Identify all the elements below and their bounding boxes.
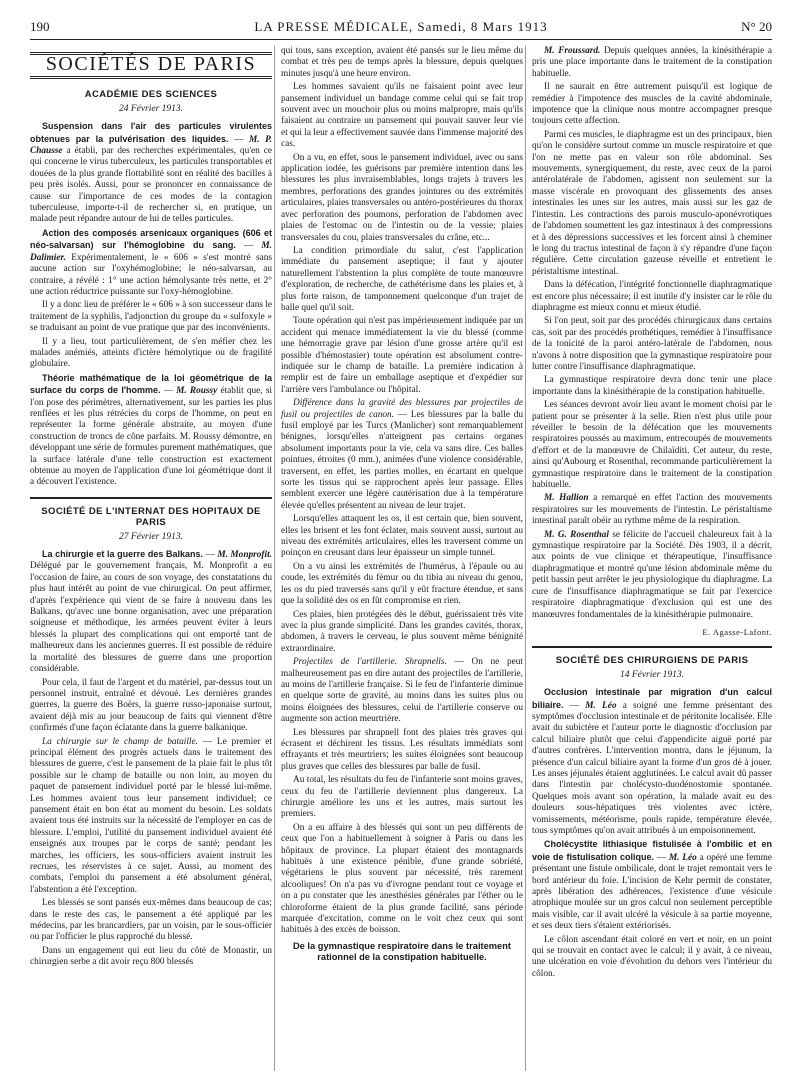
column-rule	[525, 46, 526, 1071]
paragraph: Il y a donc lieu de préférer le « 606 » à son successeur dans le traitement de la syphilis, l'adjonction du groupe du « sulfoxyle » se traduisant au point de vue pratique que par des inconvénients.	[30, 300, 272, 334]
paragraph: Les blessures par shrapnell font des plaies très graves qui écrasent et déchirent les tissus. Les résultats immédiats sont effrayants et très meurtriers; les suites éloignées sont beaucoup plus graves que celles des blessures par balle de fusil.	[281, 727, 523, 772]
paragraph: Au total, les résultats du feu de l'infanterie sont moins graves, ceux du feu de l'artillerie deviennent plus dangereux. La chirurgie améliore les uns et les autres, mais surtout les premiers.	[281, 775, 523, 820]
signature: E. Agasse-Lafont.	[702, 626, 772, 637]
paragraph: On a eu affaire à des blessés qui sont un peu différents de ceux que l'on a habituellement à soigner à Paris ou dans les hôpitaux de province. La plupart étaient des montagnards habitués à une existence pénible, d'une grande sobriété, végétariens le plus souvent par nécessité, très rarement alcooliques! On n'a pas vu d'ivrogne pendant tout ce voyage et on a pu constater que les anesthésies générales par l'éther ou le chloroforme étaient de la plus grande facilité, sans période marquée d'excitation, comme on le voit chez ceux qui sont habitués à des excès de boisson.	[281, 822, 523, 936]
paragraph: Ces plaies, bien protégées dès le début, guérissaient très vite avec la plus grande simplicité. Dans les grandes cavités, thorax, abdomen, à travers le cerveau, le plus souvent même bénignité extraordinaire.	[281, 609, 523, 654]
paragraph: La condition primordiale du salut, c'est l'application immédiate du pansement aseptique; il faut y ajouter naturellement l'abstention la plus complète de toute manœuvre d'exploration, de recherche, de cathétérisme dans les plaies et, à plus forte raison, de tamponnement quelconque d'un trajet de balle quel qu'il soit.	[281, 245, 523, 313]
society-heading: ACADÉMIE DES SCIENCES	[84, 89, 218, 101]
issue-number: N° 20	[741, 19, 772, 34]
article-title: De la gymnastique respiratoire dans le traitement rationnel de la constipation habituelle.	[292, 940, 512, 963]
page-number: 190	[30, 19, 50, 34]
article: La chirurgie sur le champ de bataille. — Le premier et principal élément des progrès actuels dans le traitement des blessures de guerre, c'est le pansement de la plaie fait le plus tôt possible sur le champ de bataille ou non loin, au moyen du paquet de pansement individuel porté par le blessé lui-même. Les hommes avaient tous leur pansement individuel; ce pansement était en bon état au moment du besoin. Les soldats avaient tous été instruits sur la nécessité de l'employer en cas de blessure. L'emploi, l'utilité du pansement individuel avaient été enseignés aux troupes par le corps de santé; pendant les marches, les officiers, les sous-officiers avaient instruit les recrues, les réservistes à ce sujet. Aussi, au moment des combats, l'emploi du pansement a été absolument général, l'abstention a été l'exception.	[30, 736, 272, 895]
paragraph: Il ne saurait en être autrement puisqu'il est logique de remédier à l'impotence des muscles de la cavité abdominale, impotence que la clinique nous montre accompagner presque toujours cette affection.	[532, 82, 772, 127]
article: Différence dans la gravité des blessures par projectiles de fusil ou projectiles de canon. — Les blessures par la balle du fusil employé par les Turcs (Manlicher) sont remarquablement bénignes, lorsqu'elles n'atteignent pas certains organes absolument importants pour la vie, cela va sans dire. Ces balles pointues, étroites (0 mm.), animées d'une violence considérable, traversent, en effet, les parties molles, en écartant en quelque sorte les tissus qui se rapprochent après leur passage. Elles semblent exercer une légère cautérisation due à la température élevée qu'elles présentent au niveau de leur trajet.	[281, 398, 523, 511]
column-1	[30, 46, 272, 1076]
paragraph: qui tous, sans exception, avaient été pansés sur le lieu même du combat et très peu de temps après la blessure, depuis quelques minutes jusqu'à une heure environ.	[281, 46, 523, 79]
session-date: 27 Février 1913.	[118, 531, 184, 542]
article: Théorie mathématique de la loi géométrique de la surface du corps de l'homme. — M. Roussy établit que, si l'on pose des périmètres, alternativement, sur les parties les plus renflées et les plus rétrécies du corps de l'homme, on peut en représenter la forme générale abstraite, au moyen d'une construction de troncs de cône parfaits. M. Roussy démontre, en développant une série de formules purement mathématiques, que la surface latérale d'une telle construction est exactement obtenue au moyen de l'application d'une loi géométrique dont il a découvert l'existence.	[30, 372, 272, 488]
paragraph: On a vu ainsi les extrémités de l'humérus, à l'épaule ou au coude, les extrémités du fémur ou du tibia au niveau du genou, les os du pied traversés sans qu'il y eût fracture étendue, et sans que la solidité des os en fût compromise en rien.	[281, 561, 523, 607]
paragraph: Dans un engagement qui eut lieu du côté de Monastir, un chirurgien serbe a dit avoir reçu 800 blessés	[30, 945, 272, 968]
article: Action des composés arsenicaux organiques (606 et néo-salvarsan) sur l'hémoglobine du sang. — M. Dalimier. Expérimentalement, le « 606 » s'est montré sans aucune action sur l'oxyhémoglobine; le néo-salvarsan, au contraire, a révélé : 1° une action hémolysante très nette, et 2° une action réductrice puissante sur l'oxy-hémoglobine.	[30, 227, 272, 297]
paragraph: On a vu, en effet, sous le pansement individuel, avec ou sans application iodée, les guérisons par première intention dans les blessures les plus invraisemblables, longs trajets à travers les membres, perforations des grandes jointures ou des extrémités articulaires, plaies transversales ou antéro-postérieures du thorax avec perforation des poumons, perforation de l'abdomen avec plaies de l'estomac ou de l'intestin ou de la vessie; plaies transversales du cou, plaies transversales du crâne, etc...	[281, 152, 523, 243]
paragraph: Il y a lieu, tout particulièrement, de s'en méfier chez les malades anémiés, atteints d'ictère hémolytique ou de fragilité globulaire.	[30, 336, 272, 370]
article: Suspension dans l'air des particules virulentes obtenues par la pulvérisation des liquides. — M. P. Chausse a établi, par des recherches expérimentales, qu'en ce qui concerne le virus tuberculeux, les particules transportables et douées de la plus grande flottabilité sont en réalité des bacilles à peu près isolés. Aussi, pour se prononcer en connaissance de cause sur l'importance de ces modes de la contagion tuberculeuse, importe-t-il de rechercher si, en pratique, un malade peut répandre autour de lui de telles particules.	[30, 121, 272, 225]
paragraph: Toute opération qui n'est pas impérieusement indiquée par un accident qui menace immédiatement la vie du blessé (comme une hémorragie grave par lésion d'une grosse artère qu'il est possible d'hémostasier) toute opération est absolument contre-indiquée sur le champ de bataille. La première indication à remplir est de faire un emballage aseptique et d'expédier sur l'arrière vers l'ambulance ou l'hôpital.	[281, 316, 523, 395]
paragraph: Les séances devront avoir lieu avant le moment choisi par le patient pour se présenter à la selle. Rien n'est plus utile pour réveiller le besoin de la défécation que les mouvements respiratoires poussés au maximum, entrecoupés de mouvements d'effort et de la manœuvre de Chilaïditi. Cet auteur, du reste, ainsi qu'Aubourg et Rosenthal, recommande particulièrement la gymnastique respiratoire dans le traitement de la constipation habituelle.	[532, 400, 772, 491]
column-rule	[274, 46, 275, 1071]
society-heading: SOCIÉTÉ DES CHIRURGIENS DE PARIS	[532, 646, 772, 666]
session-date: 24 Février 1913.	[118, 103, 184, 114]
paragraph: La gymnastique respiratoire devra donc tenir une place importante dans la kinésithérapie de la constipation habituelle.	[532, 375, 772, 397]
page-header	[30, 17, 772, 40]
article: M. G. Rosenthal se félicite de l'accueil chaleureux fait à la gymnastique respiratoire par la Société. Dès 1903, il a décrit, aux points de vue clinique et thérapeutique, l'insuffisance diaphragmatique et montré qu'une lésion abdominale même du petit bassin peut arrêter le jeu physiologique du diaphragme. La cure de l'insuffisance diaphragmatique se fait par l'exercice respiratoire diaphragmatique d'exclusion qui est une des manœuvres fondamentales de la kinésithérapie pulmonaire.	[532, 529, 772, 620]
paragraph: Pour cela, il faut de l'argent et du matériel, par-dessus tout un personnel instruit, entraîné et dévoué. Les dernières grandes guerres, la guerre des Boërs, la guerre russo-japonaise surtout, avaient déjà mis au jour beaucoup de faits qui viennent d'être confirmés d'une façon éclatante dans la guerre balkanique.	[30, 677, 272, 734]
article: M. Hallion a remarqué en effet l'action des mouvements respiratoires sur les mouvements de l'intestin. Le péristaltisme intestinal paraît obéir au rythme même de la respiration.	[532, 493, 772, 527]
paragraph: Les blessés se sont pansés eux-mêmes dans beaucoup de cas; dans le reste des cas, le pansement a été appliqué par les médecins, par les brancardiers, par un voisin, par le sous-officier ou par l'officier le plus rapproché du blessé.	[30, 898, 272, 943]
article: Cholécystite lithiasique fistulisée à l'ombilic et en voie de fistulisation colique. — M. Léo a opéré une femme présentant une fistule ombilicale, dont le trajet remontait vers le bord antérieur du foie. L'incision de Kehr permit de constater, après libération des adhérences, l'existence d'une vésicule atrophique moulée sur un gros calcul non seulement perceptible mais visible, car il avait ulcéré la vésicule à sa partie moyenne, et ses deux tiers s'étaient extériorisés.	[532, 839, 772, 932]
article: Projectiles de l'artillerie. Shrapnells. — On ne peut malheureusement pas en dire autant des projectiles de l'artillerie, au moins de l'artillerie française. Si le feu de l'infanterie diminue en quelque sorte de gravité, au moins dans les suites plus ou moins éloignées des blessures, celui de l'artillerie conserve ou augmente son action meurtrière.	[281, 657, 523, 725]
column-3	[532, 46, 772, 1076]
paragraph: Si l'on peut, soit par des procédés chirurgicaux dans certains cas, soit par des procédés prothétiques, remédier à l'insuffisance de la tonicité de la paroi antéro-latérale de l'abdomen, nous n'avons à notre disposition que la gymnastique respiratoire pour lutter contre l'insuffisance diaphragmatique.	[532, 316, 772, 372]
paragraph: Parmi ces muscles, le diaphragme est un des principaux, bien qu'on le considère surtout comme un muscle respiratoire et que l'on ne mette pas en valeur son rôle abdominal. Ses mouvements, synergiquement, du reste, avec ceux de la paroi antérolatérale de l'abdomen, agissent non seulement sur la masse viscérale en provoquant des glissements des anses intestinales les unes sur les autres, mais aussi sur les gaz de l'intestin. Les contractions des parois musculo-aponévrotiques de l'abdomen soumettent les gaz intestinaux à des compressions et à des dépressions successives et les forcent ainsi à cheminer le long du tractus intestinal de façon à s'y répandre d'une façon régulière. Cette circulation gazeuse réveille et entretient le péristaltisme intestinal.	[532, 129, 772, 277]
section-title: SOCIÉTÉS DE PARIS	[30, 52, 272, 79]
column-2	[281, 46, 523, 1076]
paragraph: Les hommes savaient qu'ils ne faisaient point avec leur pansement individuel un bandage comme celui qui se fait trop souvent avec un mouchoir plus ou moins malpropre, mais qu'ils faisaient au contraire un pansement qui pouvait sauver leur vie et qui la leur a effectivement sauvée dans l'immense majorité des cas.	[281, 82, 523, 150]
article: Occlusion intestinale par migration d'un calcul biliaire. — M. Léo a soigné une femme présentant des symptômes d'occlusion intestinale et de péritonite localisée. Elle avait du subictère et l'auteur porte le diagnostic d'occlusion par calcul biliaire plutôt que celui d'appendicite aiguë porté par d'autres confrères. L'intervention montra, dans le jéjunum, la présence d'un calcul biliaire ayant la forme d'un gros dé à jouer. Les anses jéjunales étaient agglutinées. Le calcul avait dû passer dans l'intestin par cholécysto-duodénostomie spontanée. Quelques mois avant son opération, la malade avait eu des douleurs sous-hépatiques très violentes avec ictère, vomissements, météorisme, pouls rapide, température élevée, tous symptômes qu'on avait attribués à un empoisonnement.	[532, 687, 772, 836]
paragraph: Lorsqu'elles attaquent les os, il est certain que, bien souvent, elles les brisent et les font éclater, mais souvent aussi, surtout au niveau des extrémités articulaires, elles les traversent comme un poinçon en creusant dans leur épaisseur un simple tunnel.	[281, 514, 523, 559]
session-date: 14 Février 1913.	[619, 669, 685, 680]
article: M. Froussard. Depuis quelques années, la kinésithérapie a pris une place importante dans le traitement de la constipation habituelle.	[532, 46, 772, 79]
article: La chirurgie et la guerre des Balkans. — M. Monprofit. Délégué par le gouvernement français, M. Monprofit a eu l'occasion de faire, au cours de son voyage, des constatations du plus haut intérêt au point de vue chirurgical. On peut affirmer, d'après l'expérience qui vient de se faire à nouveau dans les Balkans, qu'avec une bonne organisation, avec une préparation soigneuse et méthodique, les armées peuvent éviter à leurs blessés la plupart des complications qui ont emporté tant de malheureux dans les anciennes guerres. Il est possible de réduire la mortalité des blessures de guerre dans une proportion considérable.	[30, 549, 272, 675]
journal-title: LA PRESSE MÉDICALE, Samedi, 8 Mars 1913	[254, 19, 548, 34]
paragraph: Le côlon ascendant était coloré en vert et noir, en un point qui se trouvait en contact avec le calcul; il y avait, à ce niveau, une ulcération en voie d'évolution du dehors vers l'intérieur du côlon.	[532, 934, 772, 979]
paragraph: Dans la défécation, l'intégrité fonctionnelle diaphragmatique est encore plus nécessaire; il est inutile d'y insister car le rôle du diaphragme est mieux connu et mieux étudié.	[532, 280, 772, 313]
society-heading: SOCIÉTÉ DE L'INTERNAT DES HOPITAUX DE PARIS	[30, 497, 272, 529]
